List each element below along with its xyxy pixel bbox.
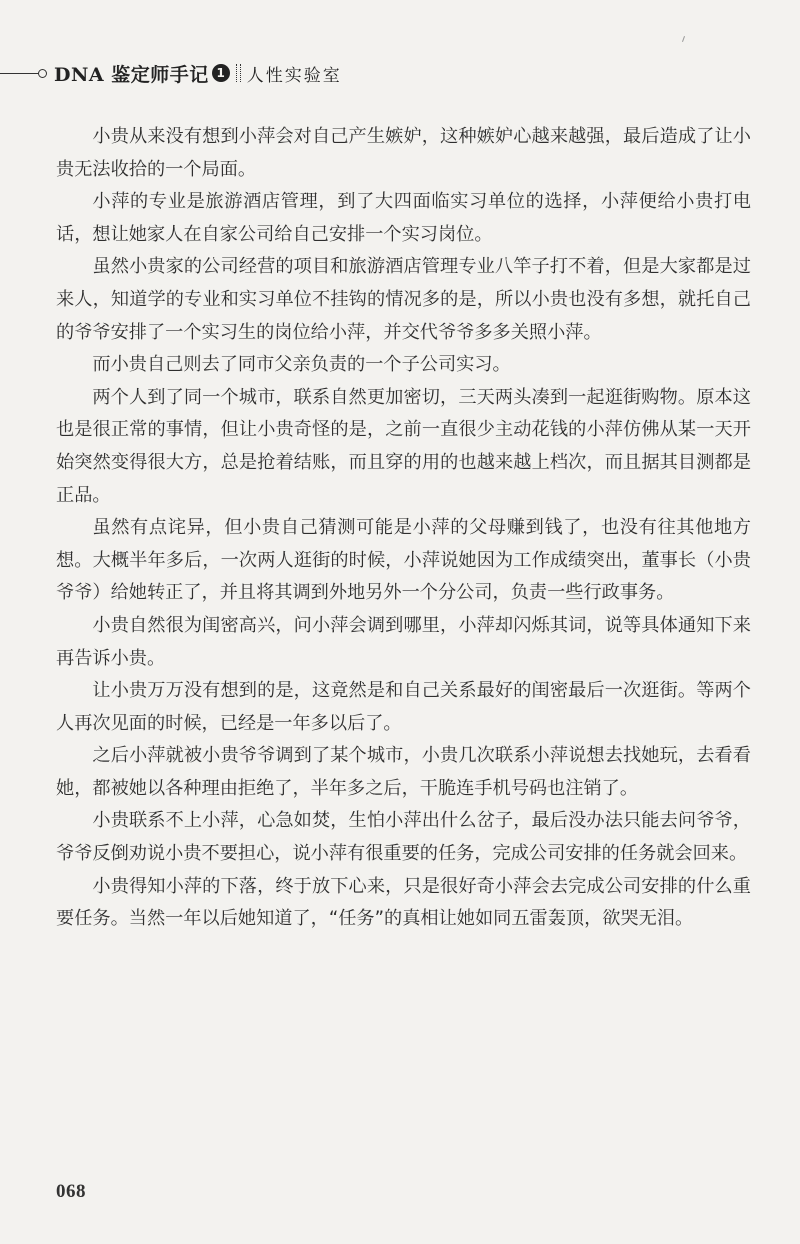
header-separator [236, 64, 241, 82]
paragraph: 虽然有点诧异，但小贵自己猜测可能是小萍的父母赚到钱了，也没有往其他地方想。大概半年多后，一次两人逛街的时候，小萍说她因为工作成绩突出，董事长（小贵爷爷）给她转正了，并且将其调到外地另外一个分公司，负责一些行政事务。 [56, 517, 751, 604]
paragraph: 小萍的专业是旅游酒店管理，到了大四面临实习单位的选择，小萍便给小贵打电话，想让她家人在自家公司给自己安排一个实习岗位。 [56, 191, 751, 245]
paragraph: 小贵得知小萍的下落，终于放下心来，只是很好奇小萍会去完成公司安排的什么重要任务。当然一年以后她知道了，“任务”的真相让她如同五雷轰顶，欲哭无泪。 [56, 875, 751, 930]
book-subtitle: 人性实验室 [246, 65, 342, 86]
paragraph: 小贵联系不上小萍，心急如焚，生怕小萍出什么岔子，最后没办法只能去问爷爷，爷爷反倒劝说小贵不要担心，说小萍有很重要的任务，完成公司安排的任务就会回来。 [56, 810, 751, 865]
paragraph: 小贵自然很为闺密高兴，问小萍会调到哪里，小萍却闪烁其词，说等具体通知下来再告诉小贵。 [56, 614, 751, 669]
paper-speck [682, 36, 685, 42]
paragraph: 之后小萍就被小贵爷爷调到了某个城市，小贵几次联系小萍说想去找她玩，去看看她，都被她以各种理由拒绝了，半年多之后，干脆连手机号码也注销了。 [56, 745, 751, 799]
paragraph: 而小贵自己则去了同市父亲负责的一个子公司实习。 [92, 354, 511, 376]
volume-number-badge: 1 [212, 64, 230, 82]
page-number: 068 [56, 1181, 86, 1202]
header-ring-ornament [38, 69, 47, 78]
running-header [54, 58, 342, 88]
paragraph: 两个人到了同一个城市，联系自然更加密切，三天两头凑到一起逛街购物。原本这也是很正常的事情，但让小贵奇怪的是，之前一直很少主动花钱的小萍仿佛从某一天开始突然变得很大方，总是抢着结账，而且穿的用的也越来越上档次，而且据其目测都是正品。 [56, 386, 751, 506]
paragraph: 虽然小贵家的公司经营的项目和旅游酒店管理专业八竿子打不着，但是大家都是过来人，知道学的专业和实习单位不挂钩的情况多的是，所以小贵也没有多想，就托自己的爷爷安排了一个实习生的岗位给小萍，并交代爷爷多多关照小萍。 [56, 256, 751, 343]
series-title: DNA 鉴定师手记 [54, 63, 209, 86]
paragraph: 让小贵万万没有想到的是，这竟然是和自己关系最好的闺密最后一次逛街。等两个人再次见面的时候，已经是一年多以后了。 [56, 680, 751, 734]
paragraph: 小贵从来没有想到小萍会对自己产生嫉妒，这种嫉妒心越来越强，最后造成了让小贵无法收拾的一个局面。 [56, 126, 751, 180]
header-rule [0, 73, 40, 74]
body-text [56, 121, 751, 936]
